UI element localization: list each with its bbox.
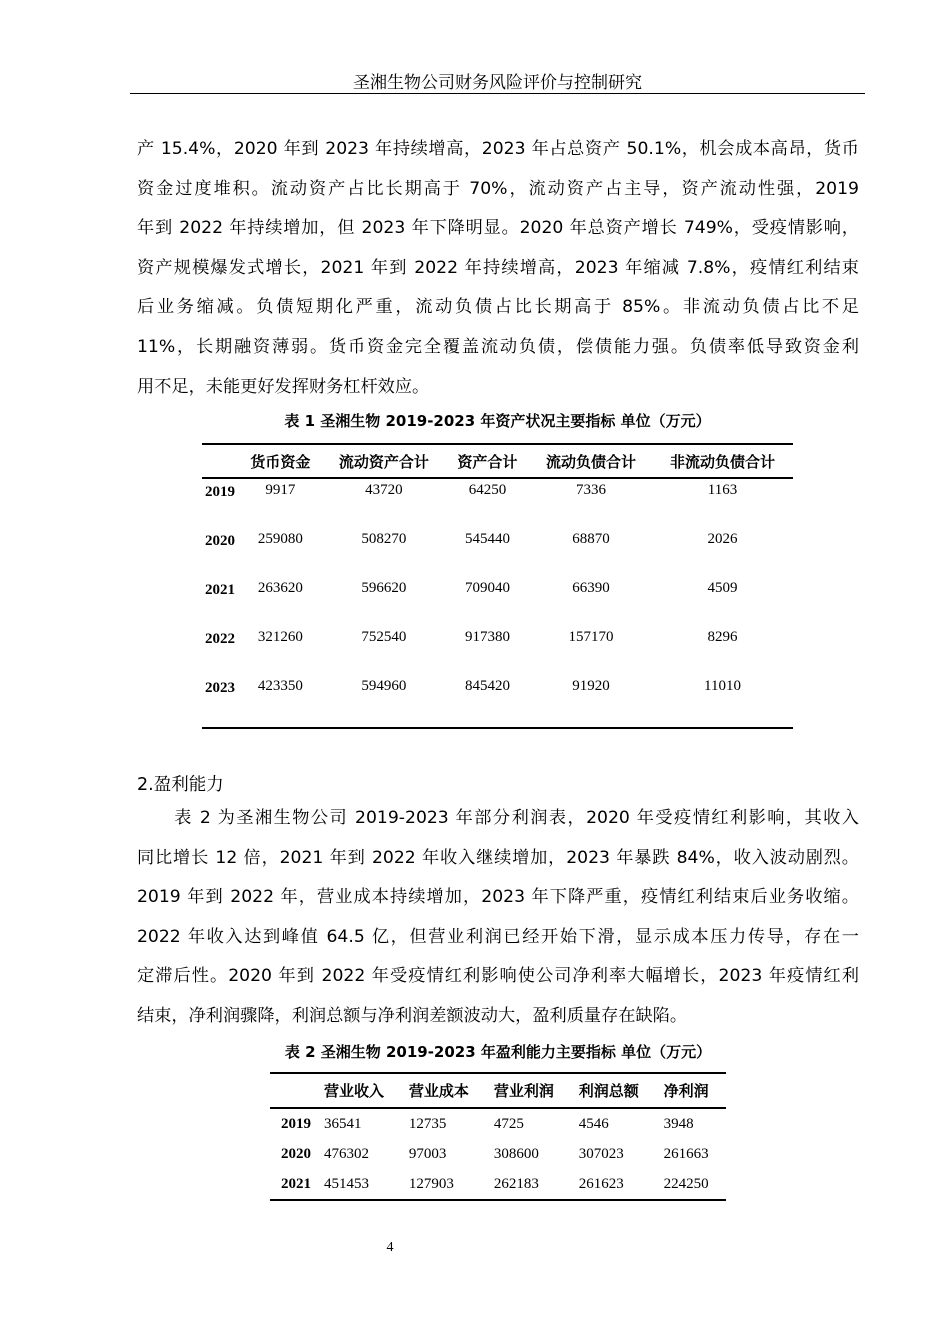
year-label: 2020 <box>205 533 235 549</box>
table-cell: 91920 <box>572 678 610 694</box>
table-header-cell: 营业收入 <box>322 1073 407 1108</box>
table-cell: 476302 <box>324 1145 369 1162</box>
table-cell: 709040 <box>464 580 510 596</box>
paragraph-line: 2019 年到 2022 年，营业成本持续增加，2023 年下降严重，疫情红利结束后业务收缩。 <box>137 887 859 908</box>
table-row <box>202 678 793 728</box>
year-cell <box>202 629 238 678</box>
paragraph-line: 表 2 为圣湘生物公司 2019-2023 年部分利润表，2020 年受疫情红利影响，其收入 <box>137 808 859 828</box>
table-cell: 64250 <box>468 482 507 498</box>
table-cell: 36541 <box>324 1115 362 1132</box>
table-header-cell: 营业利润 <box>492 1073 577 1108</box>
table-header-row <box>202 444 793 478</box>
table-cell: 2026 <box>707 531 738 547</box>
year-cell <box>202 580 238 629</box>
table-cell: 224250 <box>663 1175 709 1192</box>
table-cell: 752540 <box>361 629 407 645</box>
table-cell: 508270 <box>361 531 407 547</box>
year-cell: 2021 <box>281 1175 311 1192</box>
running-header-title: 圣湘生物公司财务风险评价与控制研究 <box>353 73 642 93</box>
section-heading-profitability: 2.盈利能力 <box>137 775 224 795</box>
paragraph-line: 2022 年收入达到峰值 64.5 亿，但营业利润已经开始下滑，显示成本压力传导，存在一 <box>137 926 859 947</box>
table-cell: 8296 <box>707 629 738 645</box>
table-cell: 4725 <box>493 1115 524 1132</box>
table2-caption: 表 2 圣湘生物 2019-2023 年盈利能力主要指标 单位（万元） <box>284 1043 712 1061</box>
paragraph-line: 结束，净利润骤降，利润总额与净利润差额波动大，盈利质量存在缺陷。 <box>137 1005 688 1026</box>
table-header-cell: 流动资产合计 <box>323 444 445 478</box>
table1-caption: 表 1 圣湘生物 2019-2023 年资产状况主要指标 单位（万元） <box>284 412 711 430</box>
table-header-cell <box>270 1073 322 1108</box>
paragraph-line: 产 15.4%，2020 年到 2023 年持续增高，2023 年占总资产 50.1%，机会成本高昂，货币 <box>137 139 859 159</box>
year-cell <box>202 678 238 728</box>
table-header-row <box>270 1073 726 1108</box>
table-cell: 259080 <box>257 531 303 547</box>
year-label: 2019 <box>205 484 235 500</box>
table-cell: 307023 <box>578 1145 624 1162</box>
table-cell: 596620 <box>361 580 407 596</box>
year-cell: 2020 <box>281 1145 311 1162</box>
paragraph-line: 资金过度堆积。流动资产占比长期高于 70%，流动资产占主导，资产流动性强，2019 <box>137 178 859 199</box>
table-cell: 261623 <box>578 1175 624 1192</box>
table-asset-indicators <box>202 443 793 729</box>
paragraph-line: 定滞后性。2020 年到 2022 年受疫情红利影响使公司净利率大幅增长，2023 年疫情红利 <box>137 966 859 987</box>
table-row <box>202 531 793 580</box>
table-cell: 12735 <box>408 1115 447 1132</box>
table-cell: 261663 <box>663 1145 709 1162</box>
year-label: 2022 <box>205 631 235 647</box>
table-cell: 451453 <box>324 1175 369 1192</box>
paragraph-asset-analysis <box>137 130 859 407</box>
table-cell: 321260 <box>257 629 303 645</box>
table-header-cell: 营业成本 <box>407 1073 492 1108</box>
paragraph-line: 用不足，未能更好发挥财务杠杆效应。 <box>137 376 430 397</box>
table-cell: 594960 <box>361 678 407 694</box>
table-header-cell: 净利润 <box>662 1073 726 1108</box>
table-cell: 127903 <box>408 1175 454 1192</box>
table-row <box>202 629 793 678</box>
table-cell: 4546 <box>578 1115 609 1132</box>
table-row <box>202 478 793 531</box>
table-cell: 66390 <box>572 580 610 596</box>
year-cell <box>202 531 238 580</box>
table-cell: 1163 <box>707 482 738 498</box>
table-cell: 4509 <box>707 580 738 596</box>
table-cell: 917380 <box>464 629 510 645</box>
page-number: 4 <box>386 1240 394 1255</box>
table-cell: 262183 <box>493 1175 539 1192</box>
paragraph-line: 年到 2022 年持续增加，但 2023 年下降明显。2020 年总资产增长 749%，受疫情影响， <box>137 218 859 239</box>
table-cell: 845420 <box>464 678 510 694</box>
table-cell: 157170 <box>568 629 614 645</box>
table-header-cell: 非流动负债合计 <box>652 444 793 478</box>
year-label: 2021 <box>205 582 235 598</box>
paragraph-line: 11%，长期融资薄弱。货币资金完全覆盖流动负债，偿债能力强。负债率低导致资金利 <box>137 336 859 357</box>
table-row <box>270 1169 726 1200</box>
table-cell: 97003 <box>408 1145 447 1162</box>
table-profit-indicators <box>270 1072 726 1201</box>
table-row <box>270 1139 726 1169</box>
table-cell: 423350 <box>257 678 303 694</box>
year-cell: 2019 <box>281 1115 311 1132</box>
table-cell: 9917 <box>265 482 296 498</box>
table-cell: 43720 <box>365 482 403 498</box>
table-header-cell: 利润总额 <box>577 1073 662 1108</box>
table-cell: 308600 <box>493 1145 539 1162</box>
table-cell: 11010 <box>704 678 741 694</box>
table-cell: 68870 <box>572 531 610 547</box>
paragraph-line: 同比增长 12 倍，2021 年到 2022 年收入继续增加，2023 年暴跌 84%，收入波动剧烈。 <box>137 847 859 868</box>
table-cell: 545440 <box>464 531 510 547</box>
year-label: 2023 <box>205 680 235 696</box>
paragraph-profit-analysis <box>137 799 859 1037</box>
table-header-cell: 货币资金 <box>238 444 323 478</box>
table-row <box>202 580 793 629</box>
header-rule <box>130 93 865 94</box>
paragraph-line: 后业务缩减。负债短期化严重，流动负债占比长期高于 85%。非流动负债占比不足 <box>137 297 859 318</box>
table-row <box>270 1108 726 1139</box>
table-header-cell: 资产合计 <box>445 444 530 478</box>
paragraph-line: 资产规模爆发式增长，2021 年到 2022 年持续增高，2023 年缩减 7.8%，疫情红利结束 <box>137 257 859 278</box>
table-header-cell: 流动负债合计 <box>530 444 652 478</box>
table-cell: 3948 <box>663 1115 694 1132</box>
table-cell: 7336 <box>575 482 606 498</box>
table-header-cell <box>202 444 238 478</box>
table-cell: 263620 <box>257 580 303 596</box>
year-cell <box>202 478 238 531</box>
